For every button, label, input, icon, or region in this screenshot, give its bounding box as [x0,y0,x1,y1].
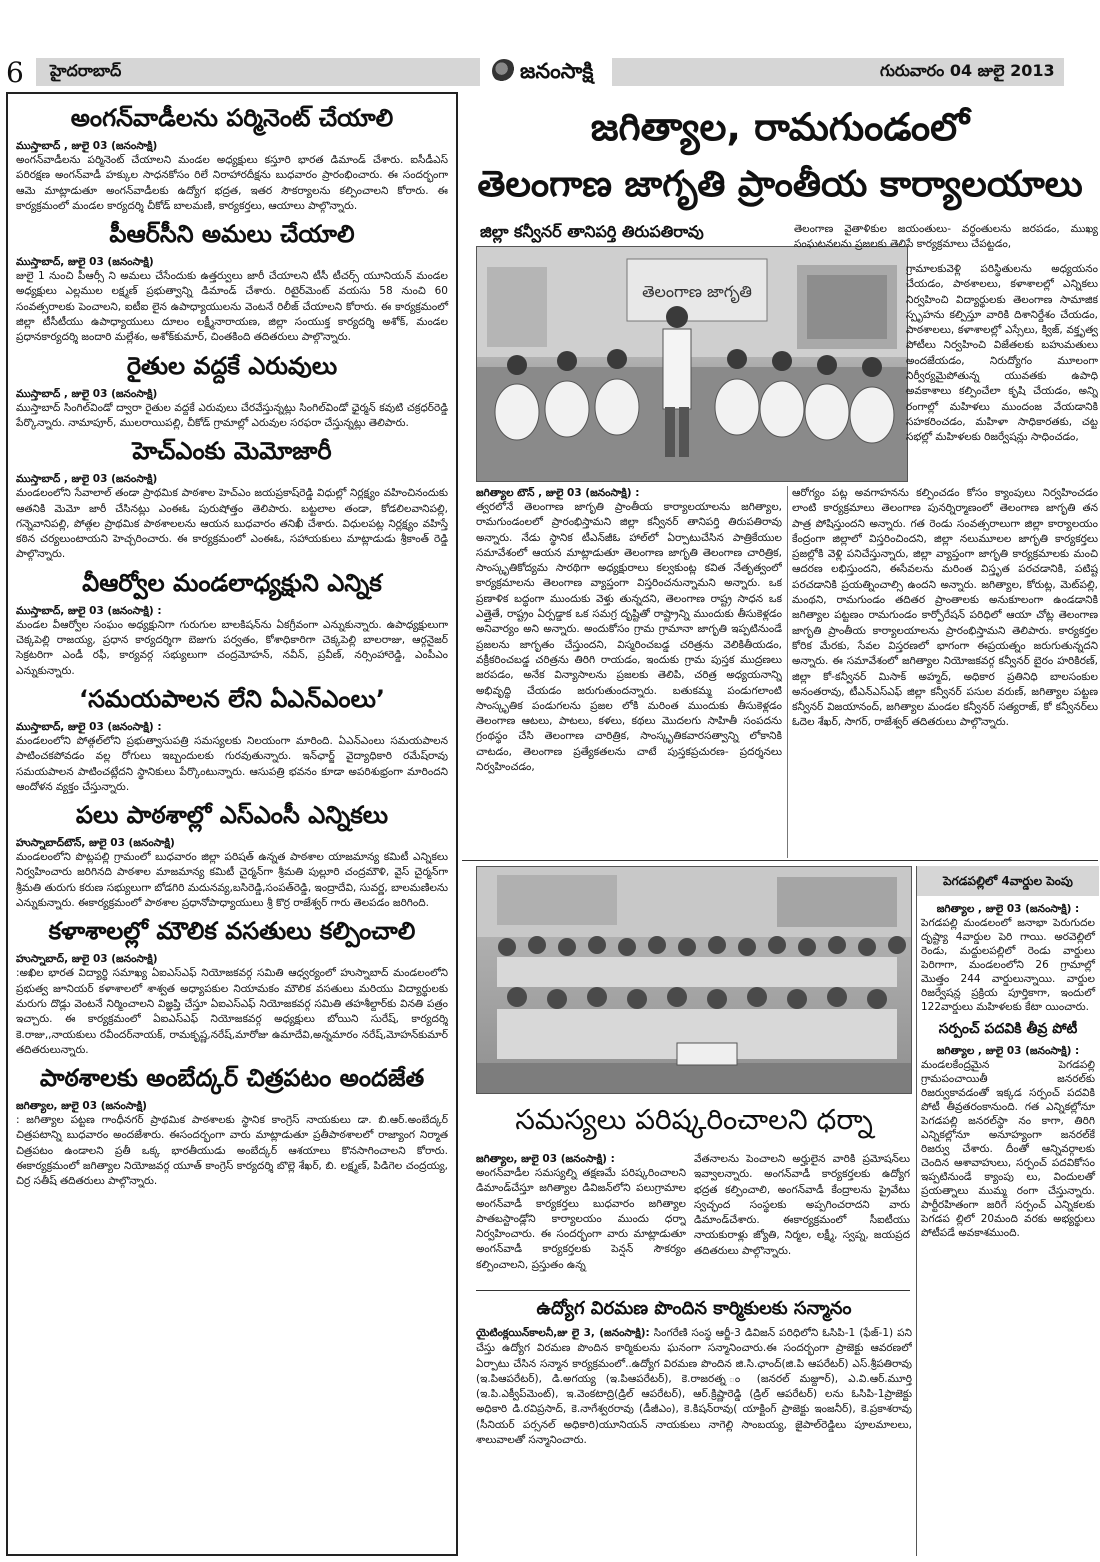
news-dateline: జగిత్యాల, జులై 03 (జనంసాక్షి) [16,1100,147,1113]
news-dateline: హుస్నాబాద్‌, జులై 03 (జనంసాక్షి) [16,953,158,966]
main-story-column-2: ఆరోగ్యం పట్ల అవగాహనను కల్పించడం కోసం క్యాంపులు నిర్వహించడం లాంటి కార్యక్రమాలు తెలంగాణ పునర్నిర్మాణంలో తెలంగాణ జాగృతి తన పాత్ర పోషిస్తుందని అన్నారు. గత రెండు సంవత్సరాలుగా జిల్లా కార్యాలయం కేంద్రంగా జిల్లాలో విస్తరించిందని, జిల్లా నలుమూలల జాగృతి కార్యకర్తలు ప్రజల్లోకి వెళ్లి పనిచేస్తున్నారు, జిల్లా వ్యాప్తంగా జాగృతి కార్యక్రమాలకు మంచి ఆదరణ లభిస్తుందని, ఈసేవలను మరింత విస్తృత పరచడానికి, పటిష్ట పరచడానికి ప్రయత్నించాల్సి ఉందని అన్నారు. జగిత్యాల, కోరుట్ల, మెట్‌పల్లి, మంథని, రామగుండం తదితర ప్రాంతాలకు అనుకూలంగా ఉండడానికి జగిత్యాల పట్టణం రామగుండం కార్పోరేషన్‌ పరిధిలో ఆయా చోట్ల తెలంగాణ జాగృతి ప్రాంతీయ కార్యాలయాలను ప్రారంభిస్తామని తెలిపారు. కార్యకర్తల కోరిక మేరకు, సేవల విస్తరణలో భాగంగా ఈప్రయత్నం జరుగుతున్నదని అన్నారు. ఈ సమావేశంలో జగిత్యాల నియోజకవర్గ కన్వీనర్‌ బైరం హరికిరణ్‌, జిల్లా కో-కన్వీనర్‌ మిసాక్‌ అహ్మద్‌, అధికార ప్రతినిధి బాలసంకుల అనంతరావు, టీఎన్‌ఎస్‌ఎఫ్‌ జిల్లా కన్వీనర్‌ పసుల వరుణ్‌, జగిత్యాల పట్టణ కన్వీనర్‌ విజయానంద్‌, జగిత్యాల మండల కన్వీనర్‌ సత్యరాజ్‌, కో కన్వీనర్‌లు ఓదెల శేఖర్‌, సాగర్‌, రాజేశ్వర్‌ తదితరులు పాల్గొన్నారు. [792,487,1098,729]
sanmanam-body: సింగరేణి సంస్థ ఆర్జీ-3 డివిజన్‌ పరిధిలోని ఓసిపి-1 (ఫేజ్‌-1) పని చేస్తు ఉద్యోగ విరమణ పొందిన కార్మికులను ఘనంగా సన్మానించారు.ఈ సందర్భంగా ప్రాజెక్టు ఆవరణలో ఏర్పాటు చేసిన సన్మాన కార్యక్రమంలో..ఉద్యోగ విరమణ పొందిన జి.సి.ఛాంద్‌(జి.పి ఆపరేటర్‌) ఎస్‌.శ్రీపతిరావు (ఇ.పిఆపరేటర్‌), డి.అగయ్య (ఇ.పిఆపరేటర్‌), కె.రాజరత్న ం (జనరల్‌ మజ్దూర్‌), ఎ.వి.ఆర్‌.మూర్తి (ఇ.పి.ఎక్వీప్‌మెంట్‌), ఇ.వెంకటాద్రి(డ్రిల్‌ ఆపరేటర్‌), ఆర్‌.క్రిష్ణారెడ్డి (డ్రిల్‌ ఆపరేటర్‌) లను ఓసిపి-1ప్రాజెక్టు అధికారి డి.రవిప్రసాద్‌, కె.నాగేశ్వరరావు (డీజీఎం), కె.కిషన్‌రావు( యాక్టింగ్‌ ప్రాజెక్టు ఇంజనీర్‌), కె.ప్రకాశరావు (సీనియర్‌ పర్సనల్‌ అధికారి)యూనియన్‌ నాయకులు నాగెల్లి సాంబయ్య, జైపాల్‌రెడ్డిలు పూలమాలలు, శాలువాలతో సన్మానించారు. [476,1327,912,1447]
press-meet-photo [476,246,908,482]
sidebar-body-2: మండలకేంద్రమైన పెగడపల్లి గ్రామపంచాయితీ జనరల్‌కు రిజర్వుకావడంతో ఇక్కడ సర్పంచ్‌ పదవికి పోటీ తీవ్రతరంకానుంది. గత ఎన్నికల్లోనూ పెగడపల్లి జనరల్‌స్థా నం కాగా, తిరిగి ఎన్నికల్లోనూ అనూహ్యంగా జనరల్‌కే రిజర్వు చేశారు. దీంతో ఆన్నివర్గాలకు చెందిన ఆశావాహులు, సర్పంచ్‌ పదవికోసం ఇప్పటినుండే క్యాంపు లు, విందులతో ప్రయత్నాలు ముమ్మ రంగా చేస్తున్నారు. పార్టీరహితంగా జరిగే సర్పంచ్‌ ఎన్నికలకు పెగడప ల్లిలో 20మంది వరకు అభ్యర్థులు పోటీపడే అవకాశముంది. [921,1059,1095,1239]
news-headline: కళాశాలల్లో మౌలిక వసతులు కల్పించాలి [48,917,416,946]
logo-emblem-icon [492,59,516,83]
news-headline: ‘సమయపాలన లేని ఏఎన్‌ఎంలు’ [78,684,386,713]
news-body: ముస్తాబాద్‌ సింగిల్‌విండో ద్వారా రైతుల వద్దకే ఎరువులు చేరవేస్తున్నట్లు సింగిల్‌విండో ఛైర్మన్‌ కవుటి చక్రధర్‌రెడ్డి పేర్కొన్నారు. నామాపూర్‌, ములరాయిపల్లి, చీకోడ్‌ గ్రామాల్లో ఎరువుల సరఫరా చేస్తున్నట్లు తెలిపారు. [16,401,448,429]
news-headline: పలు పాఠశాల్లో ఎస్‌ఎంసీ ఎన్నికలు [75,801,389,830]
news-dateline: ముస్తాబాద్‌, జులై 03 (జనంసాక్షి) : [16,604,162,617]
sanmanam-story [476,1326,912,1448]
news-dateline: ముస్తాబాద్‌, జులై 03 (జనంసాక్షి) [16,256,154,269]
masthead-logo [488,52,610,90]
sanmanam-headline: ఉద్యోగ విరమణ పొందిన కార్మికులకు సన్మానం [536,1298,852,1319]
dharna-column-1 [476,1152,686,1273]
sanmanam-text [476,1326,912,1448]
main-headline-line2: తెలంగాణ జాగృతి ప్రాంతీయ కార్యాలయాలు [477,164,1083,205]
dharna-photo [476,866,912,1094]
news-headline: రైతుల వద్దకే ఎరువులు [126,351,338,380]
main-story-top-right: తెలంగాణ వైతాళికుల జయంతులు- వర్ధంతులను జరపడం, ముఖ్య సంఘటనలను ప్రజలకు తెలిపే కార్యక్రమాలు చేపట్టడం, [794,223,1098,251]
right-sidebar [916,866,1099,1556]
news-item [16,218,448,345]
news-body: జులై 1 నుంచి పీఆర్సీ ని అమలు చేసేందుకు ఉత్తర్వులు జారీ చేయాలని టీసీ టీచర్స్‌ యూనియన్‌ మండల అధ్యక్షులు ఎల్లముల లక్ష్మణ్‌ ప్రభుత్వాన్ని డిమాండ్‌ చేశారు. రిటైర్‌మెంట్‌ వయసు 58 నుంచి 60 సంవత్సరాలకు పెంచాలని, ఐటీఐ లైన ఉపాధ్యాయులను వెంటనే రిలీజ్‌ చేయాలని కోరారు. ఈ కార్యక్రమంలో జిల్లా టీసీటీయు ఉపాధ్యాయులు దూలం లక్ష్మీనారాయణ, జిల్లా సంయుక్త కార్యదర్శి అశోక్‌, మండల ప్రధానకార్యదర్శి జందారి మల్లేశం, అశోక్‌కుమార్‌, చింతకింది తదితరులు పాల్గొన్నారు. [16,270,448,344]
news-item [16,102,448,214]
issue-date: గురువారం 04 జులై 2013 [880,61,1055,80]
left-news-column [6,92,458,1556]
logo-name: జనంసాక్షి [520,59,594,83]
main-story-body-1: త్వరలోనే తెలంగాణ జాగృతి ప్రాంతీయ కార్యాలయాలను జగిత్యాల, రామగుండంలలో ప్రారంభిస్తామని జిల్లా కన్వీనర్‌ తానిపర్తి తిరుపతిరావు అన్నారు. నేడు స్థానిక టీఎన్‌జీఓ హాల్‌లో ఏర్పాటుచేసిన పాత్రికేయుల సమావేశంలో ఆయన మాట్లాడుతూ తెలంగాణ జాగృతి తెలంగాణ చారిత్రిక, సాంస్కృతికోద్యమ సారథిగా అధ్యక్షురాలు కల్వకుంట్ల కవిత నేతృత్వంలో కార్యక్రమాలను తెలంగాణ వ్యాప్తంగా విస్తరించనున్నామని అన్నారు. ఒక ప్రణాళిక బద్ధంగా ముందుకు వెళ్తు తున్నదని, తెలంగాణ రాష్ట్ర సాధన ఒక ఎత్తైతే, రాష్ట్రం ఏర్పడ్డాక ఒక సమగ్ర దృష్టితో రాష్ట్రాన్ని ముందుకు తీసుకెళ్లడం అనివార్యం అని అన్నారు. అందుకోసం గ్రామ గ్రామానా జాగృతి ఇప్పటినుండే ప్రజలను జాగృతం చేస్తుందని, విస్మరించబడ్డ చరిత్రను వెలికితీయడం, వక్రీకరించబడ్డ చరిత్రను తిరిగి రాయడం, ఇందుకు గ్రామ పుస్తక ముద్రణలు జరపడం, అనేక విన్యాసాలను ప్రజలకు తెలిపి, చరిత్ర అధ్యయనాన్ని అభివృద్ధి చేయడం జరుగుతుందన్నారు. బతుకమ్మ పండుగలాంటి సాంస్కృతిక పండుగలను ప్రజల లోకి మరింత ముందుకు తీసుకెళ్లడం తెలంగాణ ఆటలు, పాటలు, కళలు, కథలు మొదలగు సాహితీ సంపదను గ్రంథస్థం చేసి తెలంగాణ చారిత్రిక, సాంస్కృతికవారసత్వాన్ని లోకానికి చాటడం, తెలంగాణ ప్రత్యేకతలను చాటే పుస్తకప్రచురణ- ప్రదర్శనలు నిర్వహించడం, [476,501,782,774]
dharna-photo-illustration [477,867,911,1093]
dharna-headline: సమస్యలు పరిష్కరించాలని ధర్నా [515,1103,873,1136]
section-divider [462,860,1098,861]
main-story-dateline: జగిత్యాల టౌన్‌ , జులై 03 (జనంసాక్షి) : [476,487,640,499]
news-body: మండలంలోని పోత్గల్‌లోని ప్రభుత్వాసుపత్రి సమస్యలకు నిలయంగా మారింది. ఏఎన్‌ఎంలు సమయపాలన పాటించకపోవడం వల్ల రోగులు ఇబ్బందులకు గురవుతున్నారు. ఇన్‌ఛార్జ్‌ వైద్యాధికారి రమేష్‌రావు సమయపాలన పాటించట్లేదని స్థానికులు పేర్కొంటున్నారు. ఆసుపత్రి భవనం కూడా అపరిశుభ్రంగా మారిందని ఆందోళన వ్యక్తం చేస్తున్నారు. [16,734,448,793]
sidebar-body-1: పెగడపల్లి మండలంలో జనాభా పెరుగుదల దృష్ట్యా 4వార్డుల పెరి గాయి. అరవెల్లిలో రెండు, మద్దులపల్లిలో రెండు వార్డులు పెరిగాగా, మండలంలోని 26 గ్రామాల్లో మొత్తం 244 వార్డులున్నాయి. వార్డుల రిజర్వేషన్ల ప్రక్రియ పూర్తికాగా, ఇందులో 122వార్డులు మహిళలకు కేటా యించారు. [921,917,1095,1013]
press-meet-photo-illustration [477,247,907,481]
news-headline: హెచ్‌ఎంకు మెమోజారీ [132,437,332,466]
news-headline: వీఆర్వోల మండలాధ్యక్షుని ఎన్నిక [82,568,382,597]
sidebar-dateline-1: జగిత్యాల , జులై 03 (జనంసాక్షి) : [936,903,1080,915]
sidebar-dateline-2: జగిత్యాల , జులై 03 (జనంసాక్షి) : [936,1045,1080,1057]
page-header [0,0,1100,92]
news-dateline: ముస్తాబాద్‌ , జులై 03 (జనంసాక్షి) [16,140,158,152]
dharna-dateline: జగిత్యాల, జులై 03 (జనంసాక్షి) : [476,1153,615,1165]
edition-city: హైదరాబాద్ [50,61,122,80]
photo-banner-text: తెలంగాణ జాగృతి [642,282,752,301]
news-body: మండలంలోని పొట్లపల్లి గ్రామంలో బుధవారం జిల్లా పరిషత్‌ ఉన్నత పాఠశాల యాజమాన్య కమిటీ ఎన్నికలు నిర్వహించారు జరిగినది పాఠశాల మాజమాన్య కమిటీ చైర్మన్‌గా శ్రీమతి పుల్లూరి చంద్రమౌళి, వైస్‌ చైర్మన్‌గా శ్రీమతి తురుగు కరుణ సభ్యులుగా బోడగిరి మదునవ్య,బసిరెడ్డి,సంపత్‌రెడ్డి, ఇంద్రాదేవి, సువర్ణ, బాలమణిలను ఎన్నుకున్నారు. ఈకార్యక్రమంలో పాఠశాల ప్రధానోపాధ్యాయులు శ్రీ కొర్ర రాజేశ్వర్‌ గారు తెలపడం జరిగింది. [16,851,448,910]
column-divider [787,486,788,858]
news-headline: పీఆర్‌సీని అమలు చేయాలి [109,220,355,249]
news-body: మండల వీఆర్వోల సంఘం అధ్యక్షునిగా గురుగుల బాలకిషన్‌ను ఏకగ్రీవంగా ఎన్నుకున్నారు. ఉపాధ్యక్షులుగా చెక్కపెల్లి రాజయ్య, ప్రధాన కార్యదర్శిగా బెజుగు పర్వతం, కోశాధికారిగా చెక్కపెల్లి బాలరాజు, ఆర్గనైజర్‌ సెక్రటరిగా ఎండీ రఫీ, కార్యవర్గ సభ్యులుగా చంద్రమోహన్‌, నవీన్‌, ప్రవీణ్‌, నర్సింహారెడ్డి, ఎంపీఎం ఎన్నుకున్నారు. [16,618,448,677]
page-number: 6 [6,56,24,89]
news-item [16,683,448,795]
news-headline: అంగన్‌వాడీలను పర్మినెంట్‌ చేయాలి [70,104,394,132]
news-item [16,1062,448,1189]
news-body: మండలంలోని సేవాలాల్‌ తండా ప్రాథమిక పాఠశాల హెచ్‌ఎం జయప్రకాష్‌రెడ్డి విధుల్లో నిర్లక్ష్యం వహించినందుకు ఆతనికి మెమో జారీ చేసినట్లు ఎంఈఓ పురుషోత్తం తెలిపారు. బట్టలాల తండా, కోడలిలవానిపల్లి, గన్నెవానిపల్లి, పోత్గల ప్రాథమిక పాఠశాలలను ఆయన బుధవారం తనిఖీ చేశారు. విధులపట్ల నిర్లక్ష్యం వహిస్తే కఠిన చర్యలుంటాయని హెచ్చరించారు. ఈ కార్యక్రమంలో ఎంఈఓ, సహాయకులు మాట్లాడుడు శ్రీకాంత్‌ రెడ్డి పాల్గొన్నారు. [16,487,448,561]
main-byline: జిల్లా కన్వీనర్‌ తానిపర్తి తిరుపతిరావు [480,222,704,241]
news-dateline: హుస్నాబాద్‌టౌన్‌, జులై 03 (జనంసాక్షి) [16,837,175,850]
sanmanam-dateline: యైటింక్లయిన్‌కాలనీ,జు లై 3, (జనంసాక్షి): [476,1327,650,1339]
dharna-body-1: అంగన్‌వాడీల సమస్యల్ని తక్షణమే పరిష్కరించాలని డిమాండ్‌చేస్తూ జగిత్యాల డివిజన్‌లోని పలుగ్రామాల అంగన్‌వాడీ కార్యకర్తలు బుధవారం జగిత్యాల పాతబస్టాండ్లోని కార్యాలయం ముందు ధర్నా నిర్వహించారు. ఈ సందర్భంగా వారు మాట్లాడుతూ అంగన్‌వాడీ కార్యకర్తలకు పెన్షన్‌ సౌకర్యం కల్పించాలని, ప్రస్తుతం ఉన్న [476,1167,686,1271]
news-dateline: ముస్తాబాద్‌ , జులై 03 (జనంసాక్షి) [16,387,158,400]
news-item [16,350,448,432]
news-dateline: ముస్తాబాద్‌ , జులై 03 (జనంసాక్షి) [16,473,158,486]
news-dateline: ముస్తాబాద్‌, జులై 03 (జనంసాక్షి) : [16,720,162,733]
news-body: అంగన్‌వాడీలను పర్మినెంట్‌ చేయాలని మండల అధ్యక్షులు కస్తూరి భారత డిమాండ్‌ చేశారు. ఐసీడీఎస్‌ పరిరక్షణ అంగన్‌వాడీ హక్కుల సాధనకోసం రిలే నిరాహారదీక్షను బుధవారం ప్రారంభించారు. ఈ సందర్భంగా ఆమె మాట్లాడుతూ అంగన్‌వాడీలకు ఉద్యోగ భద్రత, ఇతర సౌకర్యాలను కల్పించాలని కోరారు. ఈ కార్యక్రమంలో మండల కార్యదర్శి చీకోడ్‌ బాలమణి, కార్యకర్తలు, ఆయాలు పాల్గొన్నారు. [16,154,448,212]
news-headline: పాఠశాలకు అంబేద్కర్‌ చిత్రపటం అందజేత [39,1064,425,1093]
news-body: :అఖిల భారత విద్యార్థి సమాఖ్య ఏఐఎస్‌ఎఫ్‌ నియోజకవర్గ సమితి ఆధ్వర్యంలో హుస్నాబాద్‌ మండలంలోని ప్రభుత్వ జూనియర్‌ కళాశాలలో శాశ్వత అధ్యాపకుల నియామకం మౌలిక వసతులు మరియు విద్యార్థులకు మరుగు దొడ్లు వెంటనే నిర్మించాలని విజ్ఞప్తి చేస్తూ ఏఐఎస్‌ఎఫ్‌ నియోజకవర్గ సమితి తహశీల్దార్‌కు వినతి పత్రం ఇచ్చారు. ఈ కార్యక్రమంలో ఏఐఎస్‌ఎఫ్‌ నియోజకవర్గ అధ్యక్షులు బోయిని సురేష్‌, కార్యదర్శి కె.రాజు,,నాయకులు రవీందర్‌నాయక్‌, రామకృష్ణ,నరేష్‌,మారోజు ఉమాదేవి,అన్నమారం నరేష్‌,మోహన్‌కుమార్‌ తదితరులున్నారు. [16,967,448,1056]
dharna-column-2: వేతనాలను పెంచాలని అర్హులైన వారికి ప్రమోషన్‌లు ఇవ్వాలన్నారు. అంగన్‌వాడీ కార్యకర్తలకు ఉద్యోగ భద్రత కల్పించాలి, అంగన్‌వాడీ కేంద్రాలను ప్రైవేటు స్వచ్ఛంద సంస్థలకు అప్పగించరాదని వారు డిమాండ్‌చేశారు. ఈకార్యక్రమంలో సీఐటీయు నాయకురాళ్లు జ్యోతి, నిర్మల, లక్ష్మీ, స్వప్న, జయప్రద తదితరులు పాల్గొన్నారు. [694,1153,910,1257]
news-body: : జగిత్యాల పట్టణ గాంధీనగర్‌ ప్రాథమిక పాఠశాలకు స్థానిక కాంగ్రెస్‌ నాయకులు డా. బి.ఆర్‌.అంబేద్కర్‌ చిత్రపటాన్ని బుధవారం అందజేశారు. ఈసందర్భంగా వారు మాట్లాడుతూ ప్రతీపాఠశాలలో రాజ్యాంగ నిర్మాత చిత్రపటం ఉండాలని ప్రతీ ఒక్క భారతీయుడు అంబేద్కర్‌ ఆశయాలు కొనసాగించాలని కోరారు. ఈకార్యక్రమంలో జగిత్యాల నియోజవర్గ యూత్‌ కాంగ్రెస్‌ కార్యదర్శి బొల్లె శేఖర్‌, బి. లక్ష్మణ్‌, పిడిగెల చంద్రయ్య, చిర్ర సతీష్‌ తదితరులు పాల్గొన్నారు. [16,1114,448,1188]
sidebar-headline-2: సర్పంచ్‌ పదవికి తీవ్ర పోటీ [938,1021,1078,1037]
news-item [16,799,448,911]
sidebar-headline-1: పెగడపల్లిలో 4వార్డుల పెంపు [917,866,1099,896]
news-item [16,567,448,679]
news-item [16,435,448,562]
main-story-column-1 [476,486,782,775]
news-item [16,915,448,1058]
section-divider [476,1290,910,1291]
main-story-right-narrow: గ్రామాలకువెళ్లి పరిస్థితులను అధ్యయనం చేయడం, పాఠశాలలు, కళాశాలల్లో ఎన్నికలు నిర్వహించి విద్యార్థులకు తెలంగాణ సామాజిక స్పృహను కల్పిస్తూ వారికి దిశానిర్దేశం చేయడం, పాఠశాలలు, కళాశాలల్లో ఎస్సేలు, క్విజ్‌, వక్తృత్వ పోటీలు నిర్వహించి విజేతలకు బహుమతులు అందజేయడం, నిరుద్యోగం మూలంగా నిర్వీర్యమైపోతున్న యువతకు ఉపాధి అవకాశాలు కల్పించేలా కృషి చేయడం, అన్ని రంగాల్లో మహిళలు ముందంజ వేయడానికి సహకరించడం, మహిళా సాధికారతకు, చట్ట సభల్లో మహిళలకు రిజర్వేషన్లు సాధించడం, [906,263,1098,444]
main-headline-line1: జగిత్యాల, రామగుండంలో [590,105,970,149]
